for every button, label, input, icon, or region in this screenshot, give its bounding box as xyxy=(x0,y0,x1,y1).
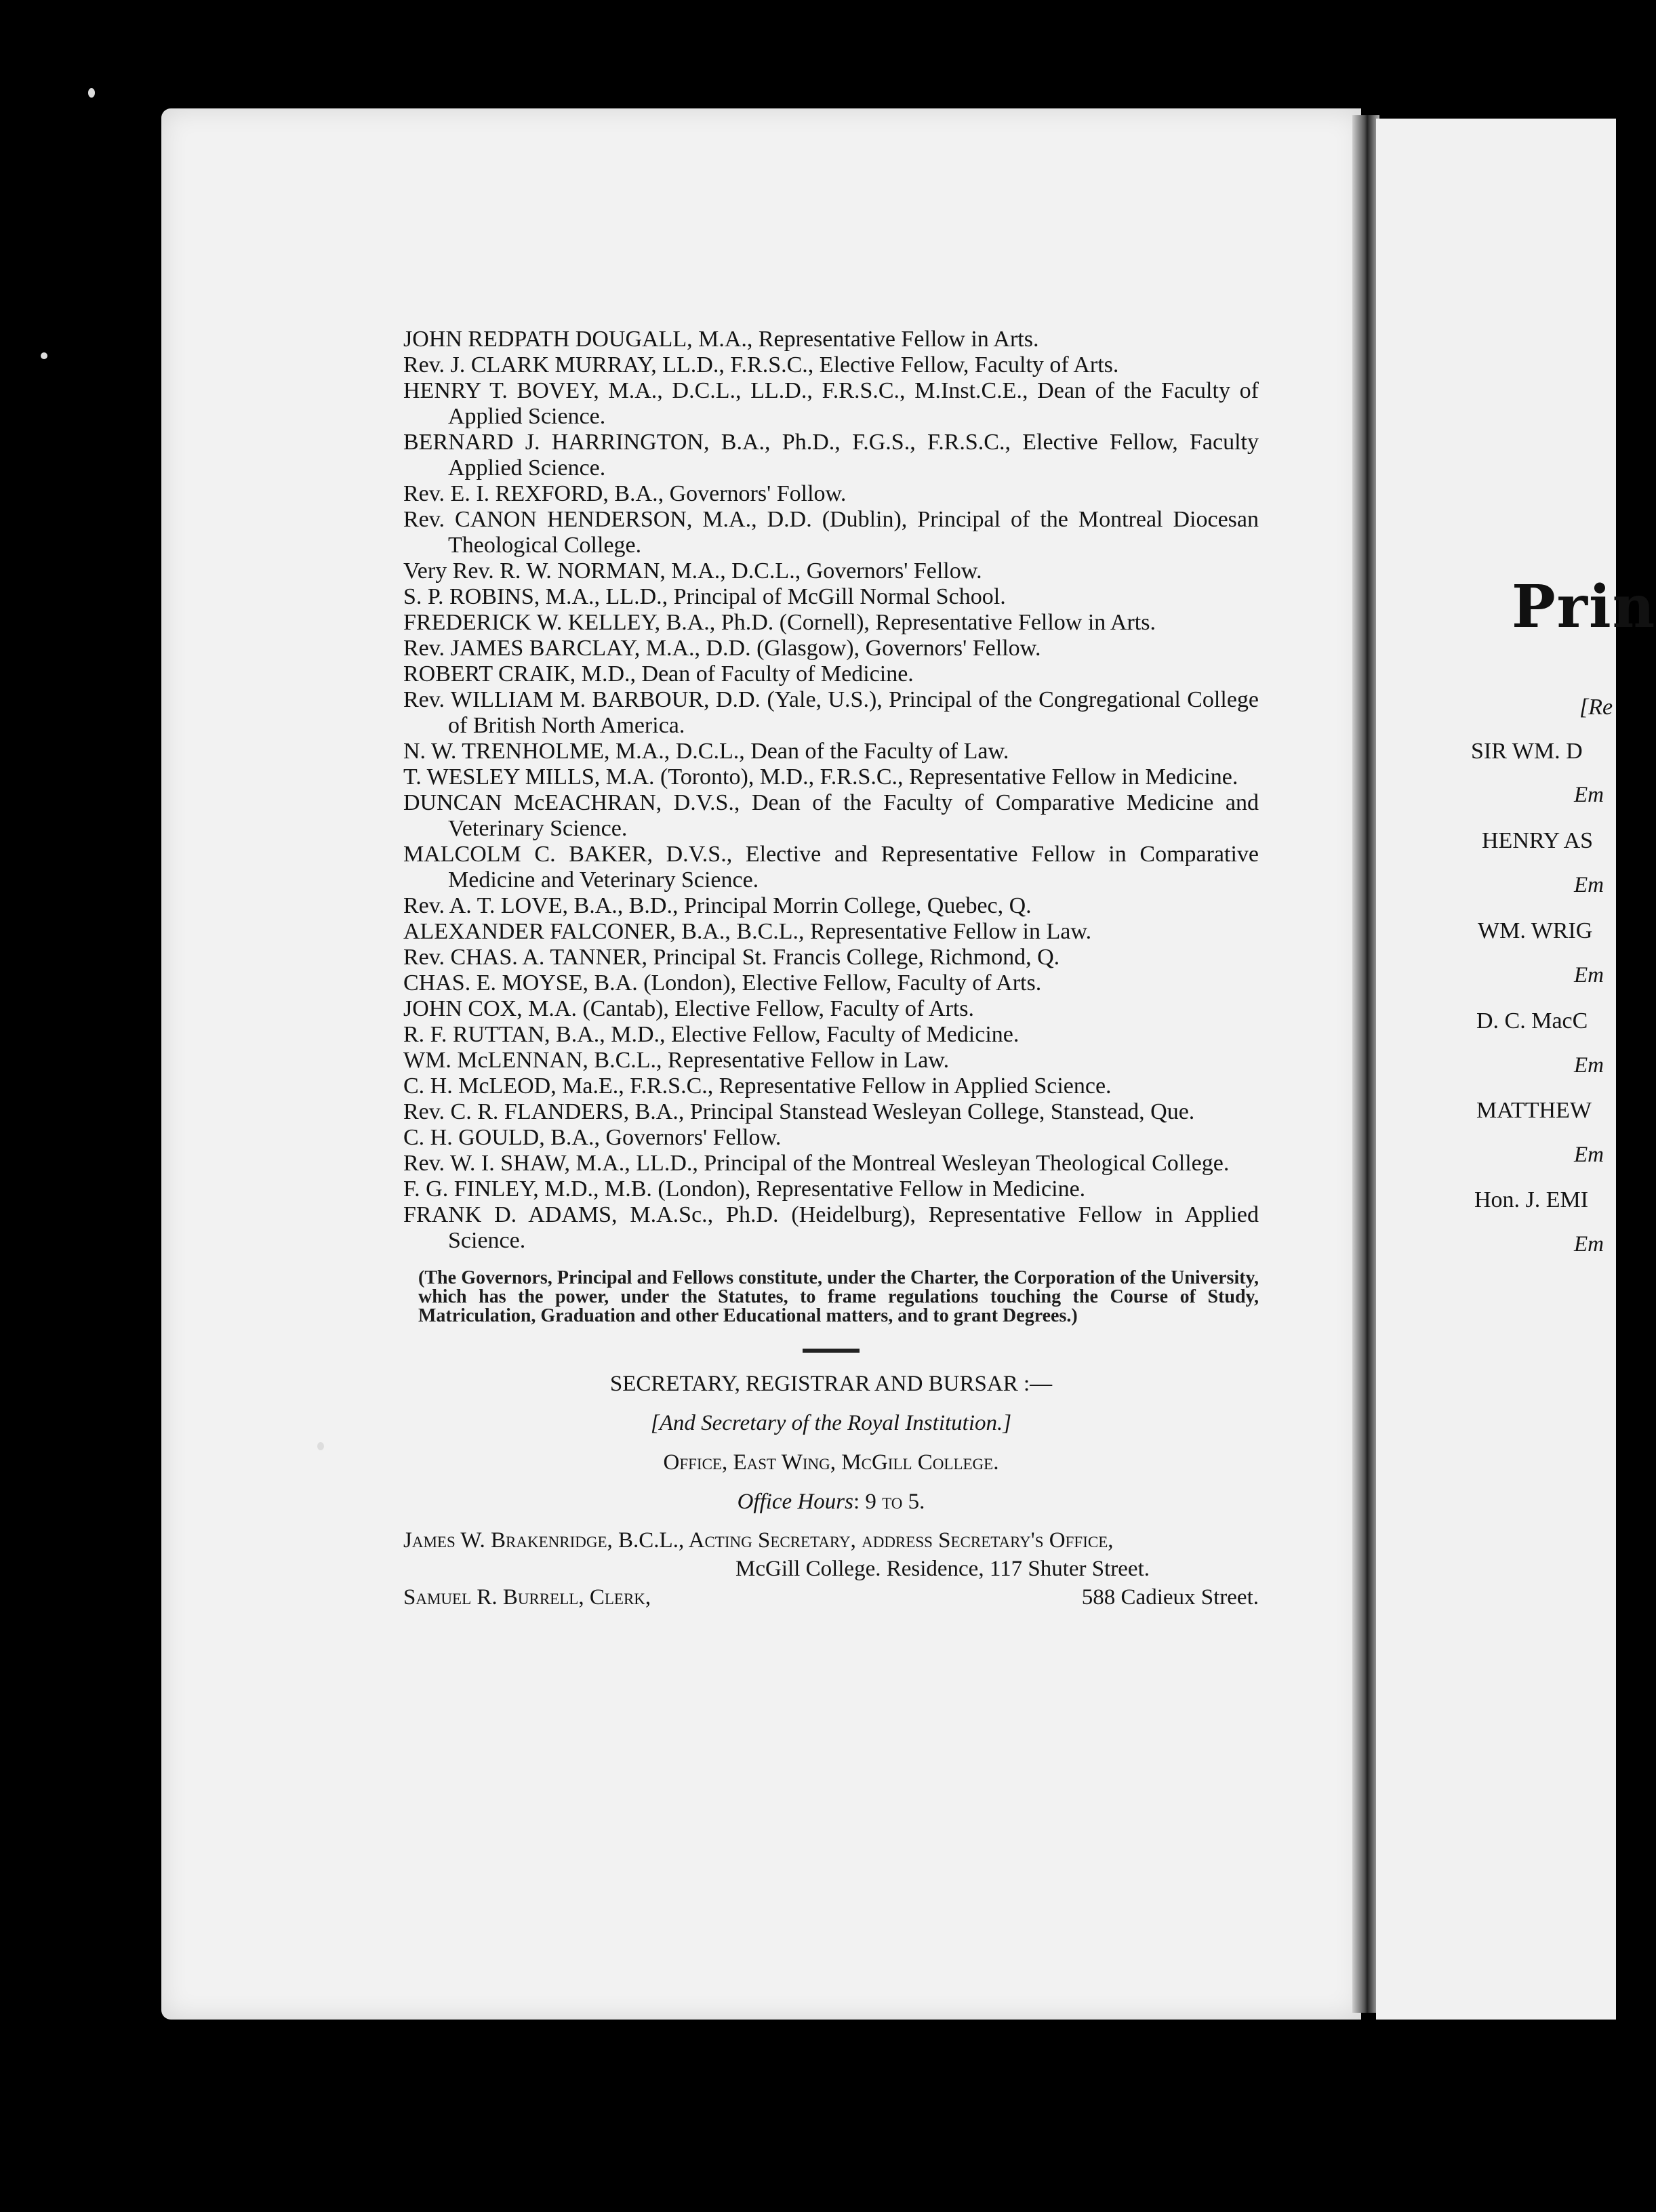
office-hours xyxy=(403,1487,1259,1517)
list-item: Rev. CANON HENDERSON, M.A., D.D. (Dublin), Principal of the Montreal Diocesan Theological College. xyxy=(403,507,1259,558)
list-item: MALCOLM C. BAKER, D.V.S., Elective and Representative Fellow in Comparative Medicine and Veterinary Science. xyxy=(403,842,1259,893)
list-item: JOHN REDPATH DOUGALL, M.A., Representative Fellow in Arts. xyxy=(403,327,1039,352)
list-item: Rev. CHAS. A. TANNER, Principal St. Francis College, Richmond, Q. xyxy=(403,945,1060,970)
list-item: Rev. WILLIAM M. BARBOUR, D.D. (Yale, U.S.), Principal of the Congregational College of British North America. xyxy=(403,687,1259,738)
right-page-title: Prin xyxy=(1512,573,1656,641)
list-item: Rev. JAMES BARCLAY, M.A., D.D. (Glasgow), Governors' Fellow. xyxy=(403,636,1041,661)
list-item: BERNARD J. HARRINGTON, B.A., Ph.D., F.G.S., F.R.S.C., Elective Fellow, Faculty Applied Science. xyxy=(403,430,1259,480)
book-gutter xyxy=(1352,115,1379,2013)
list-item: C. H. McLEOD, Ma.E., F.R.S.C., Representative Fellow in Applied Science. xyxy=(403,1073,1112,1099)
dust-speck xyxy=(317,1442,324,1450)
clerk-address: 588 Cadieux Street. xyxy=(1081,1585,1259,1610)
list-item: Rev. A. T. LOVE, B.A., B.D., Principal Morrin College, Quebec, Q. xyxy=(403,893,1032,918)
right-list-name: HENRY AS xyxy=(1482,828,1594,853)
list-item: FRANK D. ADAMS, M.A.Sc., Ph.D. (Heidelburg), Representative Fellow in Applied Science. xyxy=(403,1202,1259,1253)
clerk-name: Samuel R. Burrell, Clerk, xyxy=(403,1585,651,1610)
section-divider xyxy=(803,1349,860,1353)
clerk-row xyxy=(403,1583,1259,1612)
list-item: CHAS. E. MOYSE, B.A. (London), Elective Fellow, Faculty of Arts. xyxy=(403,970,1042,996)
list-item: WM. McLENNAN, B.C.L., Representative Fellow in Law. xyxy=(403,1048,950,1073)
right-list-em: Em xyxy=(1574,1143,1604,1167)
list-item: S. P. ROBINS, M.A., LL.D., Principal of McGill Normal School. xyxy=(403,584,1006,609)
list-item: F. G. FINLEY, M.D., M.B. (London), Representative Fellow in Medicine. xyxy=(403,1176,1086,1202)
office-hours-label: Office Hours xyxy=(737,1490,853,1514)
right-list-name: Hon. J. EMI xyxy=(1474,1187,1589,1212)
right-list-name: SIR WM. D xyxy=(1471,739,1583,764)
list-item: JOHN COX, M.A. (Cantab), Elective Fellow, Faculty of Arts. xyxy=(403,996,975,1021)
secretary-line: James W. Brakenridge, B.C.L., Acting Secretary, address Secretary's Office, xyxy=(403,1528,1114,1553)
list-item: Rev. J. CLARK MURRAY, LL.D., F.R.S.C., Elective Fellow, Faculty of Arts. xyxy=(403,352,1119,377)
list-item: C. H. GOULD, B.A., Governors' Fellow. xyxy=(403,1125,782,1150)
right-list-em: Em xyxy=(1574,873,1604,897)
secretary-address: McGill College. Residence, 117 Shuter Street. xyxy=(735,1557,1150,1581)
list-item: T. WESLEY MILLS, M.A. (Toronto), M.D., F.R.S.C., Representative Fellow in Medicine. xyxy=(403,764,1238,790)
list-item: Rev. W. I. SHAW, M.A., LL.D., Principal of the Montreal Wesleyan Theological College. xyxy=(403,1151,1230,1176)
right-list-name: MATTHEW xyxy=(1476,1098,1592,1123)
corporation-list xyxy=(403,327,1259,1612)
list-item: Rev. C. R. FLANDERS, B.A., Principal Stanstead Wesleyan College, Stanstead, Que. xyxy=(403,1099,1195,1124)
right-list-em: Em xyxy=(1574,783,1604,807)
list-item: FREDERICK W. KELLEY, B.A., Ph.D. (Cornell), Representative Fellow in Arts. xyxy=(403,610,1156,635)
list-item: Rev. E. I. REXFORD, B.A., Governors' Follow. xyxy=(403,481,847,506)
office-location: Office, East Wing, McGill College. xyxy=(663,1450,999,1475)
list-item: N. W. TRENHOLME, M.A., D.C.L., Dean of the Faculty of Law. xyxy=(403,739,1009,764)
list-item: DUNCAN McEACHRAN, D.V.S., Dean of the Faculty of Comparative Medicine and Veterinary Science. xyxy=(403,790,1259,841)
right-list-em: Em xyxy=(1574,1053,1604,1078)
right-list-name: D. C. MacC xyxy=(1476,1008,1588,1033)
right-page-subtitle: [Re xyxy=(1579,695,1613,720)
list-item: Very Rev. R. W. NORMAN, M.A., D.C.L., Governors' Fellow. xyxy=(403,558,982,583)
section-heading: SECRETARY, REGISTRAR AND BURSAR :— xyxy=(609,1372,1053,1396)
list-item: R. F. RUTTAN, B.A., M.D., Elective Fellow, Faculty of Medicine. xyxy=(403,1022,1019,1047)
right-list-name: WM. WRIG xyxy=(1478,918,1593,943)
dust-speck xyxy=(88,88,95,98)
dust-speck xyxy=(41,352,47,359)
corporation-note: (The Governors, Principal and Fellows constitute, under the Charter, the Corporation of the University, which has the power, under the Statutes, to frame regulations touching the Course of Study, Matriculation, Graduation and other Educational matters, and to grant Degrees.) xyxy=(418,1267,1259,1326)
right-list-em: Em xyxy=(1574,1232,1604,1256)
office-hours-value: : 9 to 5. xyxy=(853,1490,925,1514)
right-list-em: Em xyxy=(1574,963,1604,987)
list-item: HENRY T. BOVEY, M.A., D.C.L., LL.D., F.R.S.C., M.Inst.C.E., Dean of the Faculty of Applied Science. xyxy=(403,378,1259,429)
list-item: ROBERT CRAIK, M.D., Dean of Faculty of Medicine. xyxy=(403,661,914,687)
royal-institution-note: [And Secretary of the Royal Institution.] xyxy=(650,1411,1012,1435)
list-item: ALEXANDER FALCONER, B.A., B.C.L., Representative Fellow in Law. xyxy=(403,919,1092,944)
